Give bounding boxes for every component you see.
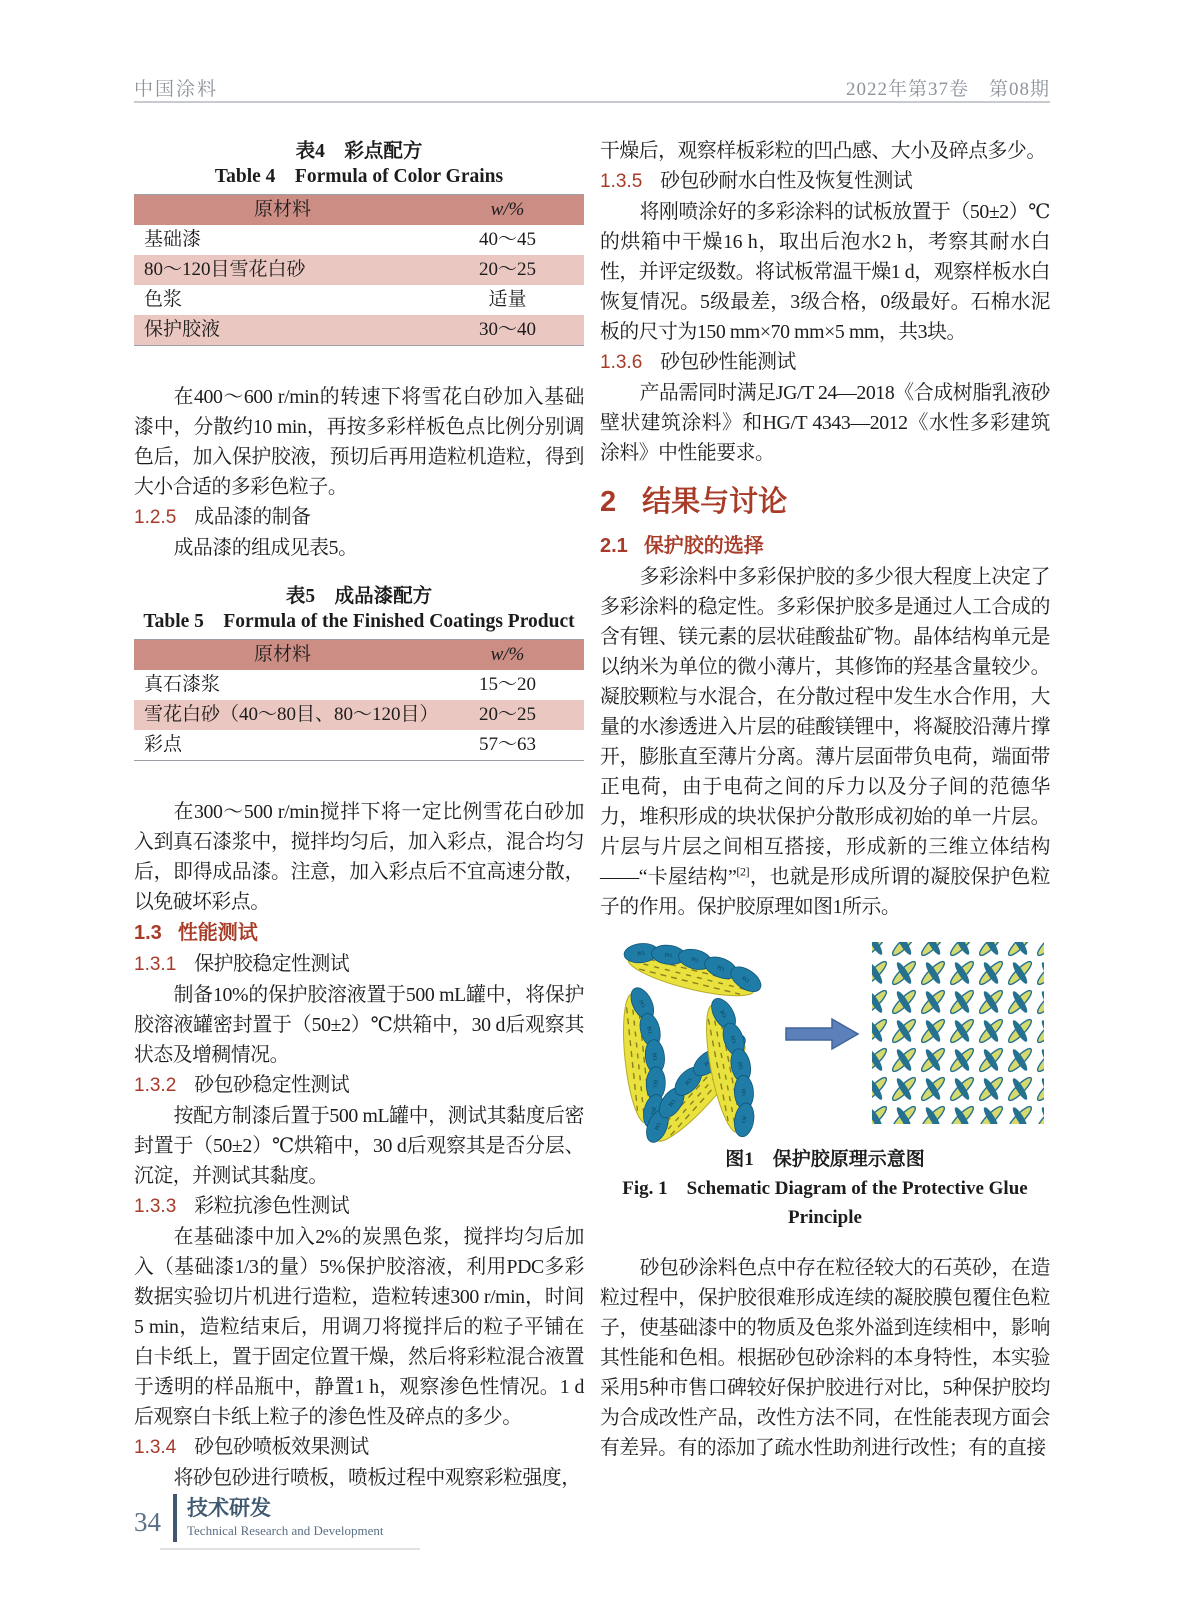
table5-block [134, 585, 584, 761]
heading-1-3 [134, 917, 584, 949]
transform-arrow-icon [786, 1019, 858, 1049]
table4 [134, 194, 584, 346]
heading-title: 砂包砂喷板效果测试 [194, 1436, 369, 1458]
issue-info: 2022年第37卷 第08期 [845, 79, 1050, 100]
table-row [134, 730, 584, 761]
figure1-caption-en: Fig. 1 Schematic Diagram of the Protective Glue [622, 1178, 1028, 1199]
col-header-wpct: w/% [431, 195, 584, 226]
heading-1-2-5 [134, 502, 584, 533]
paragraph: 在400～600 r/min的转速下将雪花白砂加入基础漆中，分散约10 min，再按多彩样板色点比例分别调色后，加入保护胶液，预切后再用造粒机造粒，得到大小合适的多彩色粒子。 [134, 386, 584, 498]
cell-value: 57～63 [478, 734, 536, 755]
paragraph: 将刚喷涂好的多彩涂料的试板放置于（50±2）℃的烘箱中干燥16 h，取出后泡水2 h，考察其耐水白性，并评定级数。将试板常温干燥1 d，观察样板水白恢复情况。5级最差，3级合格，0级最好。石棉水泥板的尺寸为150 mm×70 mm×5 mm，共3块。 [600, 201, 1050, 343]
heading-1-3-2 [134, 1070, 584, 1101]
paragraph [600, 562, 1050, 922]
heading-number: 1.3.2 [134, 1075, 177, 1096]
page-footer [134, 1494, 384, 1542]
paragraph: 将砂包砂进行喷板，喷板过程中观察彩粒强度， [173, 1467, 581, 1489]
heading-number: 1.3 [134, 922, 162, 944]
footer-rule [160, 1548, 420, 1550]
footer-section-block [187, 1496, 384, 1540]
col-header-material: 原材料 [134, 195, 431, 226]
table4-title-cn: 表4 彩点配方 [295, 141, 423, 162]
cell-value: 40～45 [478, 229, 536, 250]
paragraph: 制备10%的保护胶溶液置于500 mL罐中，将保护胶溶液罐密封置于（50±2）℃烘箱中，30 d后观察其状态及增稠情况。 [134, 984, 584, 1066]
heading-title: 保护胶稳定性测试 [194, 953, 350, 975]
table4-block [134, 140, 584, 346]
footer-section-en: Technical Research and Development [187, 1523, 384, 1538]
right-column [541, 136, 1050, 1493]
cell-value: 30～40 [431, 315, 584, 346]
figure1 [541, 915, 1050, 1231]
table-header-row [134, 640, 584, 671]
heading-2 [600, 482, 1050, 522]
paragraph-text: ，也就是形成所谓的凝胶保护色粒子的作用。保护胶原理如图1所示。 [600, 866, 1050, 918]
paragraph: 在基础漆中加入2%的炭黑色浆，搅拌均匀后加入（基础漆1/3的量）5%保护胶溶液，利用PDC多彩数据实验切片机进行造粒，造粒转速300 r/min，时间5 min，造粒结束后，用调刀将搅拌后的粒子平铺在白卡纸上，置于固定位置干燥，然后将彩粒混合液置于透明的样品瓶中，静置1 h，观察渗色性情况。1 d后观察白卡纸上粒子的渗色性及碎点的多少。 [134, 1226, 584, 1428]
col-header-wpct: w/% [431, 640, 584, 671]
cell-material: 彩点 [144, 734, 183, 755]
heading-number: 1.3.5 [600, 171, 643, 192]
paragraph-text: 多彩涂料中多彩保护胶的多少很大程度上决定了多彩涂料的稳定性。多彩保护胶多是通过人工合成的含有锂、镁元素的层状硅酸盐矿物。晶体结构单元是以纳米为单位的微小薄片，其修饰的羟基含量较少。凝胶颗粒与水混合，在分散过程中发生水合作用，大量的水渗透进入片层的硅酸镁锂中，将凝胶沿薄片撑开，膨胀直至薄片分离。薄片层面带负电荷，端面带正电荷，由于电荷之间的斥力以及分子间的范德华力，堆积形成的块状保护分散形成初始的单一片层。片层与片层之间相互搭接，形成新的三维立体结构——“卡屋结构” [600, 566, 1050, 888]
page-body [134, 136, 1050, 1493]
heading-number: 1.2.5 [134, 507, 177, 528]
table-row [134, 700, 584, 730]
heading-title: 砂包砂性能测试 [660, 351, 796, 373]
card-house-mesh-network [872, 942, 1044, 1124]
cell-material: 保护胶液 [134, 315, 431, 346]
cell-material: 基础漆 [144, 229, 202, 250]
running-head [134, 74, 1050, 101]
cell-value: 20～25 [431, 700, 584, 730]
heading-number: 1.3.1 [134, 954, 177, 975]
figure1-diagram: P.O. P.O. P.O. P.O. P.O. [600, 930, 1050, 1135]
table5-title-en: Table 5 Formula of the Finished Coatings Product [143, 611, 575, 632]
paragraph: 按配方制漆后置于500 mL罐中，测试其黏度后密封置于（50±2）℃烘箱中，30 d后观察其是否分层、沉淀，并测试其黏度。 [134, 1105, 584, 1187]
footer-divider-bar [173, 1494, 177, 1542]
heading-title: 砂包砂稳定性测试 [194, 1074, 350, 1096]
cell-material: 真石漆浆 [144, 674, 221, 695]
heading-number: 1.3.3 [134, 1196, 177, 1217]
paragraph: 干燥后，观察样板彩粒的凹凸感、大小及碎点多少。 [600, 140, 1046, 162]
figure1-caption-cn: 图1 保护胶原理示意图 [725, 1149, 925, 1170]
paragraph: 在300～500 r/min搅拌下将一定比例雪花白砂加入到真石漆浆中，搅拌均匀后，加入彩点，混合均匀后，即得成品漆。注意，加入彩点后不宜高速分散，以免破坏彩点。 [134, 801, 584, 913]
table-row [134, 315, 584, 346]
cell-value: 适量 [488, 289, 527, 310]
citation-ref: [2] [736, 864, 750, 879]
heading-1-3-3 [134, 1191, 584, 1222]
heading-1-3-5 [600, 166, 1050, 197]
heading-1-3-6 [600, 347, 1050, 378]
cell-material: 80～120目雪花白砂 [134, 255, 431, 285]
journal-name: 中国涂料 [134, 79, 219, 100]
left-column [134, 136, 584, 1493]
table-row [134, 285, 584, 315]
heading-2-1 [600, 530, 1050, 562]
heading-number: 1.3.6 [600, 352, 643, 373]
table-header-row [134, 195, 584, 226]
heading-title: 砂包砂耐水白性及恢复性测试 [660, 170, 913, 192]
cell-value: 20～25 [431, 255, 584, 285]
heading-number: 1.3.4 [134, 1437, 177, 1458]
heading-title: 成品漆的制备 [194, 506, 311, 528]
heading-1-3-1 [134, 949, 584, 980]
cell-material: 雪花白砂（40～80目、80～120目） [134, 700, 431, 730]
paragraph: 产品需同时满足JG/T 24—2018《合成树脂乳液砂壁状建筑涂料》和HG/T 4343—2012《水性多彩建筑涂料》中性能要求。 [600, 382, 1050, 464]
footer-section-cn: 技术研发 [187, 1497, 271, 1520]
cell-value: 15～20 [478, 674, 536, 695]
paragraph: 砂包砂涂料色点中存在粒径较大的石英砂，在造粒过程中，保护胶很难形成连续的凝胶膜包覆住色粒子，使基础漆中的物质及色浆外溢到连续相中，影响其性能和色相。根据砂包砂涂料的本身特性，本实验采用5种市售口碑较好保护胶进行对比，5种保护胶均为合成改性产品，改性方法不同，在性能表现方面会有差异。有的添加了疏水性助剂进行改性；有的直接 [600, 1257, 1050, 1459]
table-row [134, 225, 584, 255]
heading-title: 结果与讨论 [642, 486, 788, 518]
paragraph: 成品漆的组成见表5。 [173, 537, 358, 559]
col-header-material: 原材料 [134, 640, 431, 671]
page-number: 34 [134, 1506, 161, 1537]
table5 [134, 639, 584, 761]
heading-title: 保护胶的选择 [643, 535, 764, 557]
table5-title-cn: 表5 成品漆配方 [285, 586, 433, 607]
table4-title-en: Table 4 Formula of Color Grains [214, 166, 504, 187]
header-rule [134, 101, 1050, 103]
heading-number: 2.1 [600, 535, 628, 557]
figure1-caption-en2: Principle [788, 1207, 862, 1228]
heading-title: 性能测试 [177, 922, 258, 944]
heading-title: 彩粒抗渗色性测试 [194, 1195, 350, 1217]
cell-material: 色浆 [144, 289, 183, 310]
table-row [134, 670, 584, 700]
dispersed-platelets-cluster [617, 932, 769, 1156]
heading-1-3-4 [134, 1432, 584, 1463]
table-row [134, 255, 584, 285]
heading-number: 2 [600, 486, 617, 518]
